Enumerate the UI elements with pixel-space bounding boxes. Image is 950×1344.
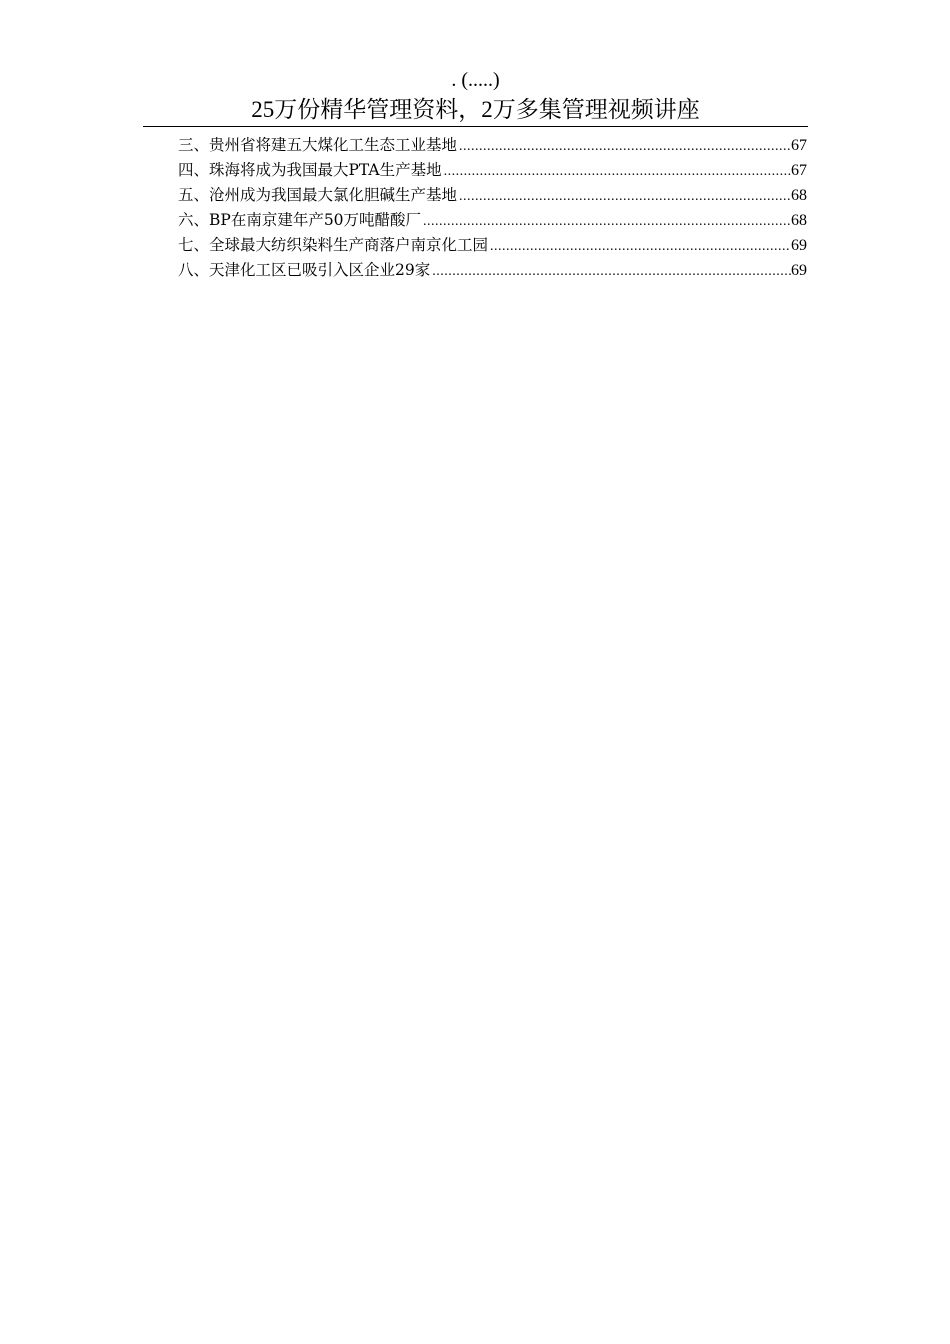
toc-entry-page: 69: [791, 237, 807, 254]
header-line-1: . (.....): [451, 69, 500, 91]
toc-entry-page: 69: [791, 262, 807, 279]
toc-dot-leader: [457, 184, 791, 209]
toc-dot-leader: [430, 259, 791, 284]
toc-dot-leader: [457, 134, 791, 159]
header-line-2: 25万份精华管理资料，2万多集管理视频讲座: [251, 97, 700, 122]
toc-entry[interactable]: [178, 183, 807, 208]
toc-entry-page: 68: [791, 212, 807, 229]
toc-dot-leader: [488, 234, 791, 259]
toc-entry[interactable]: [178, 133, 807, 158]
toc-entry-page: 67: [791, 137, 807, 154]
toc-dot-leader: [442, 159, 791, 184]
toc-entry-title: 三、贵州省将建五大煤化工生态工业基地: [178, 136, 458, 154]
toc-entry[interactable]: [178, 158, 807, 183]
header-divider: [143, 126, 808, 127]
page-header: [143, 66, 808, 126]
toc-entry-title: 五、沧州成为我国最大氯化胆碱生产基地: [178, 186, 458, 204]
toc-entry-title: 八、天津化工区已吸引入区企业29家: [178, 261, 431, 279]
toc-entry[interactable]: [178, 208, 807, 233]
toc-dot-leader: [421, 209, 791, 234]
toc-entry-page: 67: [791, 162, 807, 179]
toc-entry-title: 七、全球最大纺织染料生产商落户南京化工园: [178, 236, 489, 254]
toc-entry-title: 六、BP在南京建年产50万吨醋酸厂: [178, 211, 422, 229]
toc-entry[interactable]: [178, 233, 807, 258]
toc-entry[interactable]: [178, 258, 807, 283]
toc-entry-page: 68: [791, 187, 807, 204]
table-of-contents: [178, 133, 807, 283]
toc-entry-title: 四、珠海将成为我国最大PTA生产基地: [178, 161, 442, 179]
